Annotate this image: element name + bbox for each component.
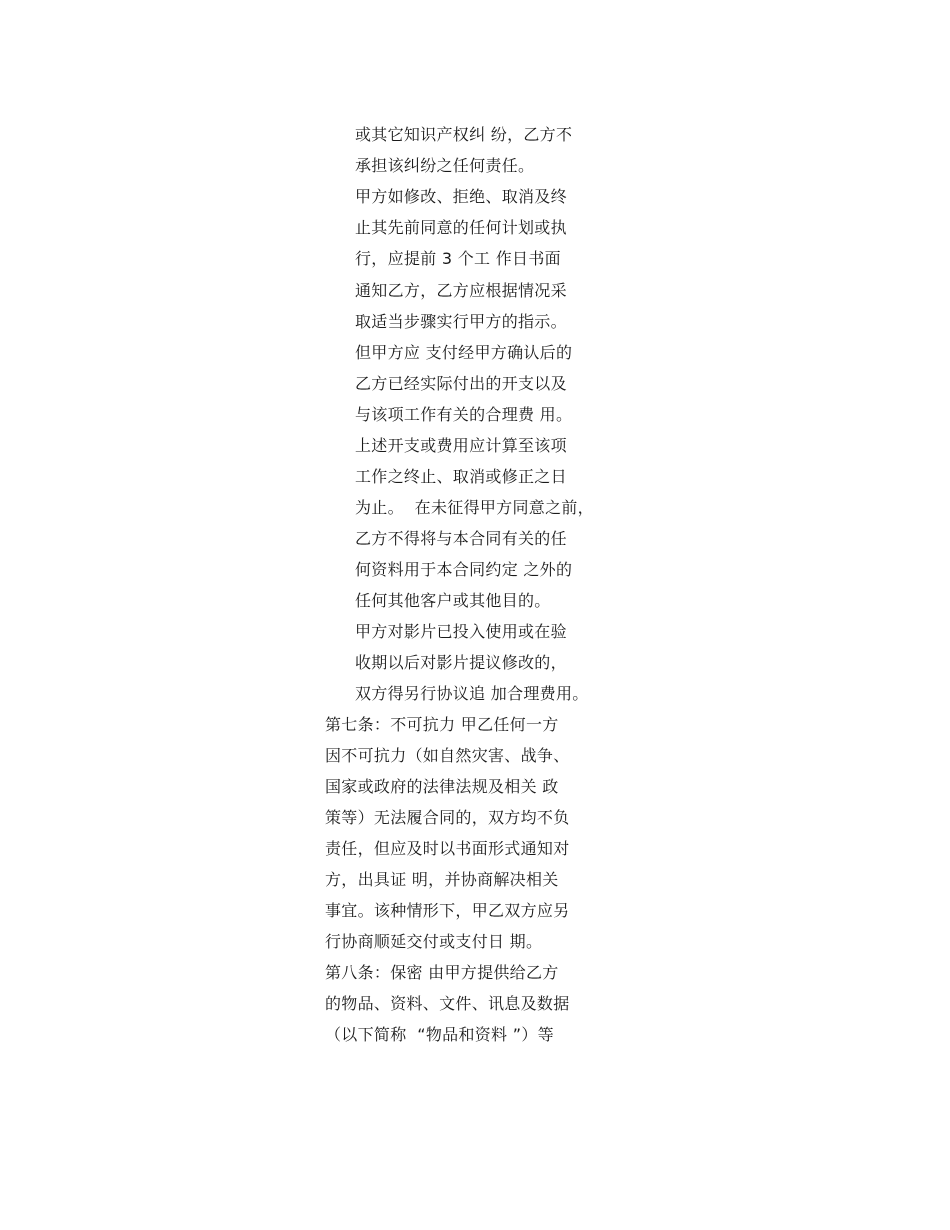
text-line: 责任，但应及时以书面形式通知对	[325, 839, 570, 858]
text-line: 与该项工作有关的合理费 用。	[355, 405, 573, 424]
text-line: 或其它知识产权纠 纷，乙方不	[355, 125, 573, 144]
text-line: 国家或政府的法律法规及相关 政	[325, 777, 559, 796]
text-line: 但甲方应 支付经甲方确认后的	[355, 343, 573, 362]
text-line: 工作之终止、取消或修正之日	[355, 467, 567, 486]
text-line: 甲方如修改、拒绝、取消及终	[355, 187, 567, 206]
text-line: 取适当步骤实行甲方的指示。	[355, 312, 567, 331]
text-line: 乙方已经实际付出的开支以及	[355, 374, 567, 393]
section-heading-article-8: 第八条：保密 由甲方提供给乙方	[325, 963, 559, 982]
text-line: 上述开支或费用应计算至该项	[355, 436, 567, 455]
text-line: 任何其他客户或其他目的。	[355, 591, 551, 610]
text-line: 何资料用于本合同约定 之外的	[355, 560, 573, 579]
text-line: 承担该纠纷之任何责任。	[355, 156, 535, 175]
text-line: 事宜。该种情形下，甲乙双方应另	[325, 901, 570, 920]
section-heading-article-7: 第七条：不可抗力 甲乙任何一方	[325, 715, 559, 734]
text-line: 双方得另行协议追 加合理费用。	[355, 684, 589, 703]
text-line: 行协商顺延交付或支付日 期。	[325, 932, 543, 951]
text-line: 收期以后对影片提议修改的，	[355, 653, 567, 672]
text-line: 为止。 在未征得甲方同意之前，	[355, 498, 594, 517]
text-line: 通知乙方，乙方应根据情况采	[355, 281, 567, 300]
text-line: 止其先前同意的任何计划或执	[355, 218, 567, 237]
text-line: 方，出具证 明，并协商解决相关	[325, 870, 559, 889]
text-line: 乙方不得将与本合同有关的任	[355, 529, 567, 548]
text-line: 行，应提前 3 个工 作日书面	[355, 249, 561, 268]
text-line: 因不可抗力（如自然灾害、战争、	[325, 746, 570, 765]
text-line: （以下简称 “物品和资料 ”）等	[325, 1025, 554, 1044]
text-line: 的物品、资料、文件、讯息及数据	[325, 994, 570, 1013]
text-line: 策等）无法履合同的，双方均不负	[325, 808, 570, 827]
text-line: 甲方对影片已投入使用或在验	[355, 622, 567, 641]
